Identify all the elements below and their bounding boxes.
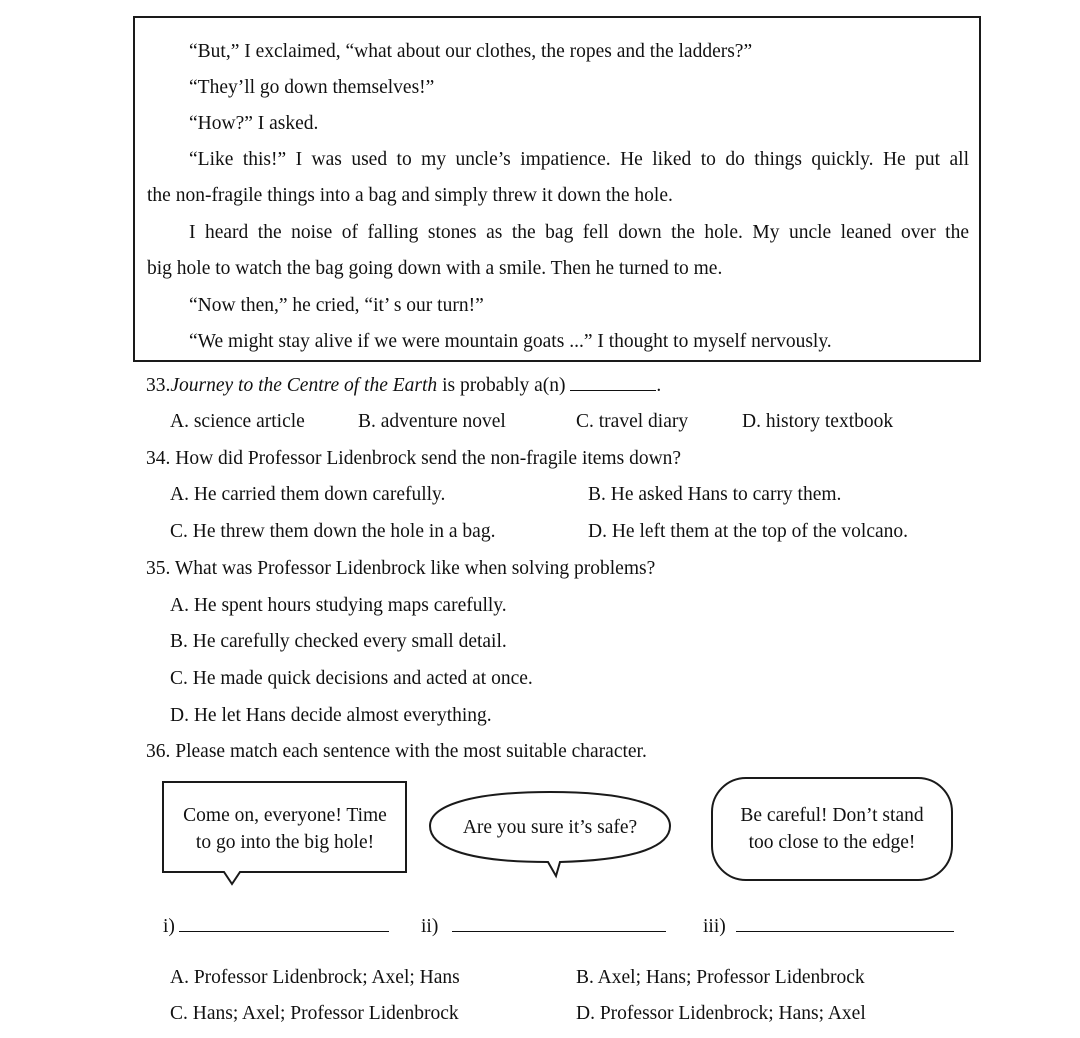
option-c[interactable]: C. He made quick decisions and acted at once.: [170, 668, 533, 689]
bubble-1-text: [165, 802, 405, 856]
option-d[interactable]: D. Professor Lidenbrock; Hans; Axel: [576, 1003, 866, 1024]
blank-i: [163, 915, 389, 939]
bubble-1-line-2: to go into the big hole!: [195, 832, 375, 853]
question-35-stem: 35. What was Professor Lidenbrock like when solving problems?: [146, 558, 656, 579]
question-34-stem: 34. How did Professor Lidenbrock send the non-fragile items down?: [146, 448, 682, 469]
option-a[interactable]: A. Professor Lidenbrock; Axel; Hans: [170, 967, 460, 988]
blank-label: iii): [703, 916, 726, 937]
question-end: .: [656, 375, 662, 396]
option-c[interactable]: C. Hans; Axel; Professor Lidenbrock: [170, 1003, 459, 1024]
passage-line: I heard the noise of falling stones as the bag fell down the hole. My uncle leaned over the: [189, 222, 969, 243]
bubble-3-line-1: Be careful! Don’t stand: [740, 805, 924, 826]
option-b[interactable]: B. adventure novel: [358, 411, 506, 432]
option-a[interactable]: A. He carried them down carefully.: [170, 484, 446, 505]
passage-line: “How?” I asked.: [189, 113, 319, 134]
passage-line: big hole to watch the bag going down with a smile. Then he turned to me.: [147, 258, 723, 279]
question-stem-text: is probably a(n): [437, 375, 571, 396]
option-d[interactable]: D. He left them at the top of the volcano.: [588, 521, 909, 542]
option-b[interactable]: B. Axel; Hans; Professor Lidenbrock: [576, 967, 865, 988]
option-a[interactable]: A. science article: [170, 411, 305, 432]
option-d[interactable]: D. He let Hans decide almost everything.: [170, 705, 492, 726]
passage-line: “But,” I exclaimed, “what about our clothes, the ropes and the ladders?”: [189, 41, 753, 62]
blank-iii: [703, 915, 954, 939]
option-c[interactable]: C. He threw them down the hole in a bag.: [170, 521, 496, 542]
passage-line: the non-fragile things into a bag and simply threw it down the hole.: [147, 185, 673, 206]
bubble-3-text: [712, 802, 952, 856]
answer-blank[interactable]: [736, 931, 954, 932]
blank-label: ii): [421, 916, 439, 937]
bubble-2-text: [430, 814, 670, 841]
option-d[interactable]: D. history textbook: [742, 411, 894, 432]
answer-blank[interactable]: [452, 931, 666, 932]
question-36-stem: 36. Please match each sentence with the most suitable character.: [146, 741, 647, 762]
book-title: Journey to the Centre of the Earth: [170, 375, 438, 396]
option-c[interactable]: C. travel diary: [576, 411, 689, 432]
bubble-2-line-1: Are you sure it’s safe?: [462, 817, 638, 838]
blank-label: i): [163, 916, 175, 937]
option-b[interactable]: B. He asked Hans to carry them.: [588, 484, 842, 505]
answer-blank[interactable]: [179, 931, 389, 932]
passage-line: “They’ll go down themselves!”: [189, 77, 435, 98]
passage-line: “We might stay alive if we were mountain goats ...” I thought to myself nervously.: [189, 331, 832, 352]
option-b[interactable]: B. He carefully checked every small detail.: [170, 631, 507, 652]
passage-line: “Now then,” he cried, “it’ s our turn!”: [189, 295, 484, 316]
blank-ii: [421, 915, 666, 939]
question-number: 33.: [146, 375, 171, 396]
bubble-1-line-1: Come on, everyone! Time: [183, 805, 387, 826]
passage-line: “Like this!” I was used to my uncle’s impatience. He liked to do things quickly. He put all: [189, 149, 969, 170]
bubble-3-line-2: too close to the edge!: [748, 832, 916, 853]
option-a[interactable]: A. He spent hours studying maps carefully.: [170, 595, 507, 616]
